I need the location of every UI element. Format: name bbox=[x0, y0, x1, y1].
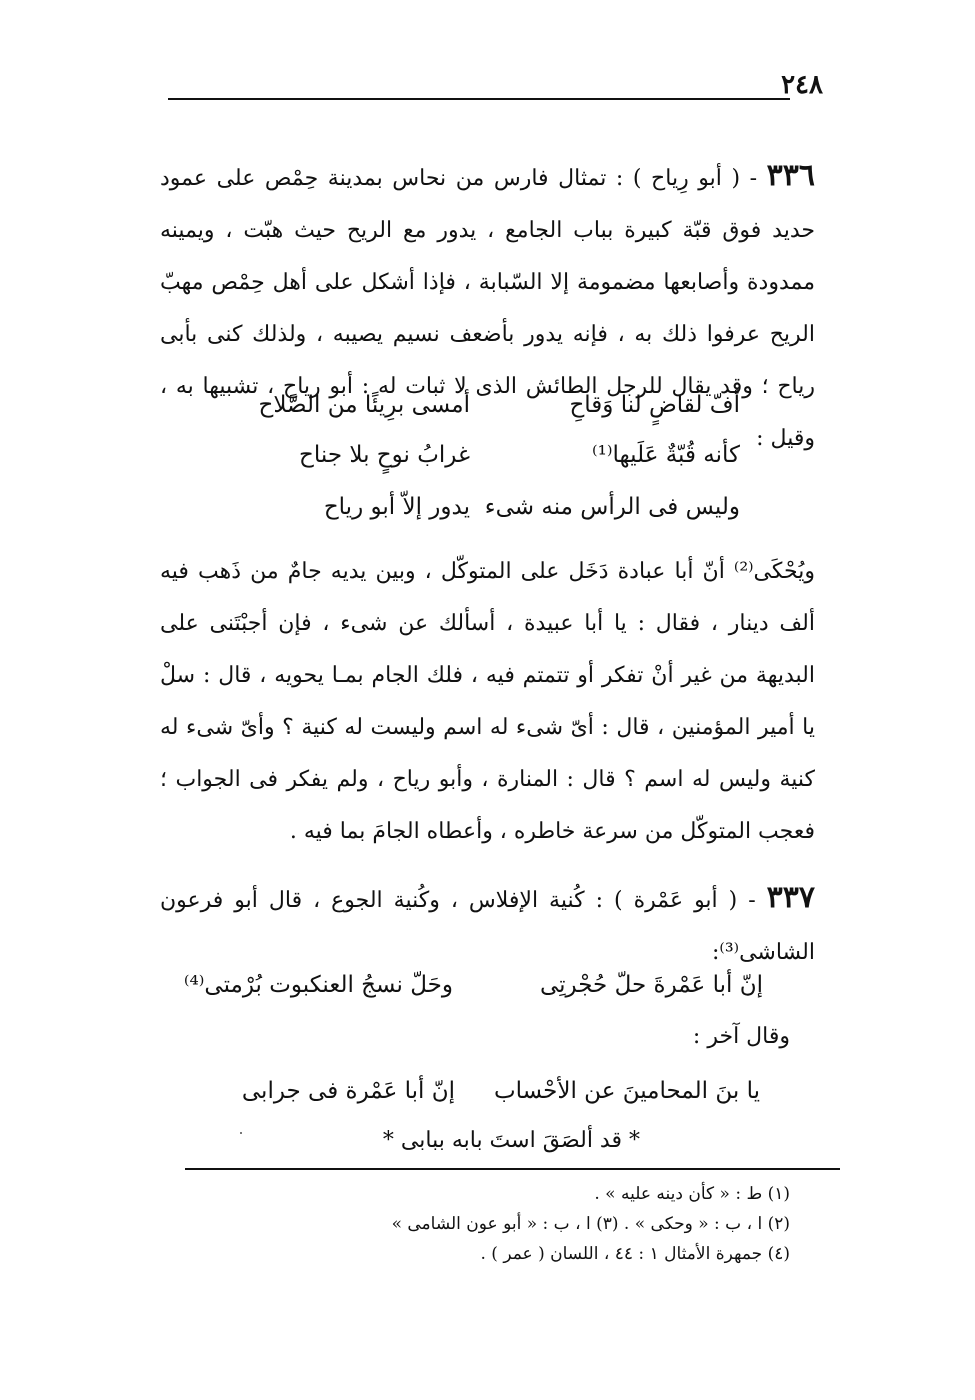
verse-line bbox=[240, 494, 740, 534]
verse-hemistich: إنّ أبا عَمْرةَ حلّ حُجْرتِى bbox=[539, 972, 763, 998]
page-number: ٢٤٨ bbox=[781, 70, 823, 100]
verse-hemistich: غرابُ نوحٍ بلا جناح bbox=[299, 442, 470, 468]
verse-hemistich: أمسى برِيئًا من الصَّلاح bbox=[258, 392, 470, 418]
verse-line bbox=[240, 392, 740, 432]
scan-speck bbox=[240, 1132, 242, 1134]
entry-337 bbox=[160, 872, 815, 979]
verse-line bbox=[183, 972, 763, 1012]
footnote: (١) ط : « كأن دينه عليه » . bbox=[594, 1184, 790, 1204]
entry-text: - ( أبو عَمْرة ) : كُنية الإفلاس ، وكُنية الجوع ، قال أبو فرعون الشاشى⁽³⁾: bbox=[160, 888, 815, 965]
anecdote-paragraph bbox=[160, 546, 815, 858]
verse-hemistich: أفّ لقاضٍ لنا وَقاحِ bbox=[569, 392, 740, 418]
verse-line bbox=[220, 1078, 760, 1118]
footnote-rule bbox=[185, 1168, 840, 1170]
verse-hemistich: إنّ أبا عَمْرة فى جرابى bbox=[241, 1078, 455, 1104]
anecdote-text: ويُحْكَى⁽²⁾ أنّ أبا عبادة دَخَل على المتوكّل ، وبين يديه جامٌ من ذَهب فيه ألف دينار ، فقال : يا أبا عبيدة ، أسألك عن شىء ، فإن أجبْتَنى على البديهة من غير أنْ تفكر أو تتمتم فيه ، فلك الجام بمـا يحويه ، قال : سلْ يا أمير المؤمنين ، قال : أىّ شىء له اسم وليست له كنية ؟ وأىّ شىء له كنية وليس له اسم ؟ قال : المنارة ، وأبو رياح ، ولم يفكر فى الجواب ؛ فعجب المتوكّل من سرعة خاطره ، وأعطاه الجامَ بما فيه . bbox=[160, 559, 815, 844]
entry-number: ٣٣٧ bbox=[766, 880, 815, 915]
verse-hemistich: يدور إلاّ أبو رياح bbox=[323, 494, 470, 520]
header-rule bbox=[168, 98, 790, 100]
entry-text: - ( أبو رِياح ) : تمثال فارس من نحاس بمدينة حِمْص على عمود حديد فوق قبّة كبيرة بباب الجامع ، يدور مع الريح حيث هبّت ، ويمينه ممدودة وأصابعها مضمومة إلا السّبابة ، فإذا أشكل على أهل حِمْص مهبّ الريح عرفوا ذلك به ، فإنه يدور بأضعف نسيم يصيبه ، ولذلك كنى بأبى رياح ؛ وقد يقال للرجل الطائش الذى لا ثبات له : أبو رياح ، تشبيها به ، وقيل : bbox=[160, 166, 815, 451]
verse-hemistich: يا بنَ المحامينَ عن الأحْساب bbox=[493, 1078, 760, 1104]
verse-intro: وقال آخر : bbox=[692, 1024, 790, 1049]
footnote: (٤) جمهرة الأمثال ١ : ٤٤ ، اللسان ( عمر ) . bbox=[480, 1244, 790, 1264]
verse-hemistich: وليس فى الرأس منه شىء bbox=[484, 494, 740, 520]
footnote: (٢) ا ، ب : « وحكى » . (٣) ا ، ب : « أبو عون الشامى » bbox=[391, 1214, 790, 1234]
verse-hemistich: وحَلّ نسجُ العنكبوت بُرْمتى⁽⁴⁾ bbox=[183, 972, 453, 998]
verse-line-single: * قد ألصَقَ استَ بابه ببابى * bbox=[382, 1128, 640, 1153]
verse-hemistich: كأنه قُبّةٌ عَلَيها⁽¹⁾ bbox=[591, 442, 740, 468]
verse-line bbox=[240, 442, 740, 482]
entry-number: ٣٣٦ bbox=[766, 158, 815, 193]
